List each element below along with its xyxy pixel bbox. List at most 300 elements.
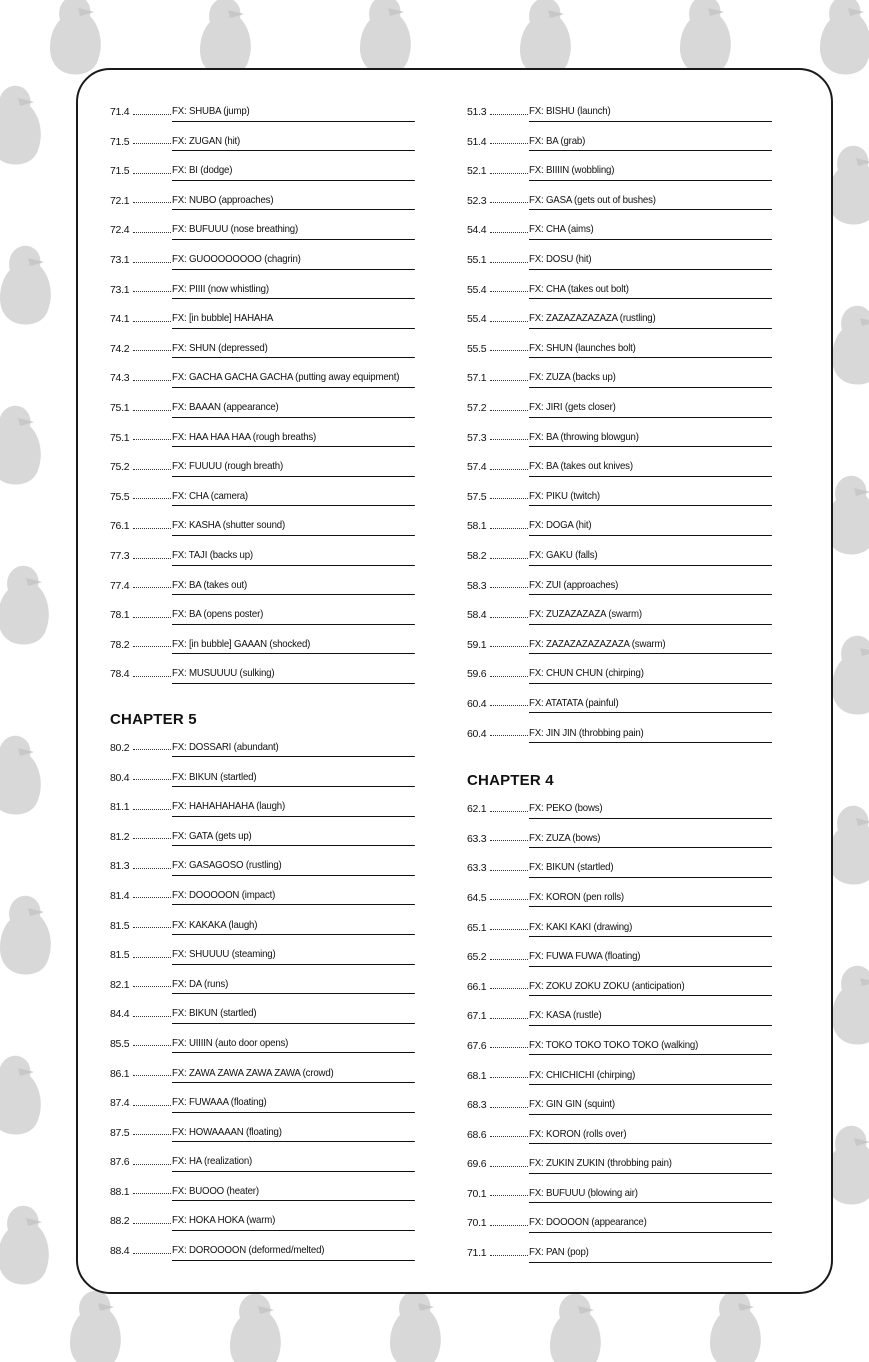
page-number: 51.4: [467, 135, 487, 148]
fx-entry: [467, 595, 793, 625]
fx-translation: FX: PIIII (now whistling): [172, 284, 415, 300]
page-number: 87.5: [110, 1126, 130, 1139]
page-number: 67.6: [467, 1039, 487, 1052]
leader-dots: [490, 1225, 528, 1226]
page-number: 58.1: [467, 520, 487, 533]
leader-dots: [133, 1045, 171, 1046]
leader-dots: [133, 202, 171, 203]
fx-translation: FX: BA (grab): [529, 136, 772, 152]
leader-dots: [133, 173, 171, 174]
leader-dots: [133, 262, 171, 263]
fx-entry: [110, 536, 436, 566]
fx-translation: FX: GASA (gets out of bushes): [529, 195, 772, 211]
fx-entry: [467, 1085, 793, 1115]
leader-dots: [133, 1164, 171, 1165]
page-number: 80.2: [110, 741, 130, 754]
fx-translation: FX: MUSUUUU (sulking): [172, 668, 415, 684]
fx-translation: FX: KAKAKA (laugh): [172, 920, 415, 936]
leader-dots: [490, 1195, 528, 1196]
leader-dots: [133, 1016, 171, 1017]
leader-dots: [133, 114, 171, 115]
leader-dots: [133, 410, 171, 411]
fx-translation: FX: FUWAAA (floating): [172, 1097, 415, 1113]
page-number: 68.1: [467, 1069, 487, 1082]
fx-entry: [467, 358, 793, 388]
page-number: 57.5: [467, 490, 487, 503]
page-number: 81.5: [110, 949, 130, 962]
leader-dots: [490, 587, 528, 588]
leader-dots: [490, 291, 528, 292]
leader-dots: [133, 749, 171, 750]
fx-entry: [110, 1053, 436, 1083]
page-number: 52.1: [467, 165, 487, 178]
fx-entry: [110, 935, 436, 965]
fx-translation: FX: ZUZAZAZAZA (swarm): [529, 609, 772, 625]
page-number: 55.1: [467, 254, 487, 267]
fx-translation: FX: BIIIIN (wobbling): [529, 165, 772, 181]
page-number: 59.6: [467, 668, 487, 681]
leader-dots: [133, 676, 171, 677]
page-number: 70.1: [467, 1187, 487, 1200]
fx-translation: FX: DOROOOON (deformed/melted): [172, 1245, 415, 1261]
page-number: 81.1: [110, 801, 130, 814]
leader-dots: [490, 410, 528, 411]
fx-entry: [467, 1055, 793, 1085]
page-number: 62.1: [467, 803, 487, 816]
fx-translation: FX: ZUGAN (hit): [172, 136, 415, 152]
leader-dots: [490, 558, 528, 559]
leader-dots: [490, 1077, 528, 1078]
fx-entry: [467, 92, 793, 122]
fx-translation: FX: BUOOO (heater): [172, 1186, 415, 1202]
fx-entry: [110, 1201, 436, 1231]
fx-entry: [110, 329, 436, 359]
page-number: 57.3: [467, 431, 487, 444]
leader-dots: [133, 897, 171, 898]
fx-translation: FX: GIN GIN (squint): [529, 1099, 772, 1115]
leader-dots: [490, 1255, 528, 1256]
fx-entry: [110, 965, 436, 995]
page-number: 59.1: [467, 638, 487, 651]
page-number: 71.5: [110, 165, 130, 178]
fx-translation: FX: DOSU (hit): [529, 254, 772, 270]
leader-dots: [490, 988, 528, 989]
fx-entry: [110, 477, 436, 507]
leader-dots: [490, 380, 528, 381]
leader-dots: [490, 498, 528, 499]
fx-translation: FX: BA (throwing blowgun): [529, 432, 772, 448]
leader-dots: [133, 779, 171, 780]
leader-dots: [133, 838, 171, 839]
leader-dots: [490, 1018, 528, 1019]
section-spacer: [110, 684, 436, 704]
page-number: 54.4: [467, 224, 487, 237]
page-number: 71.1: [467, 1247, 487, 1260]
fx-translation: FX: SHUN (depressed): [172, 343, 415, 359]
fx-translation: FX: UIIIIN (auto door opens): [172, 1038, 415, 1054]
fx-entry: [110, 625, 436, 655]
fx-entry: [467, 1115, 793, 1145]
fx-entry: [110, 728, 436, 758]
leader-dots: [133, 1223, 171, 1224]
page-number: 64.5: [467, 891, 487, 904]
page-number: 86.1: [110, 1067, 130, 1080]
fx-translation: FX: KAKI KAKI (drawing): [529, 922, 772, 938]
fx-entry: [467, 418, 793, 448]
page-number: 84.4: [110, 1008, 130, 1021]
page-number: 88.2: [110, 1215, 130, 1228]
leader-dots: [133, 439, 171, 440]
fx-translation: FX: ZOKU ZOKU ZOKU (anticipation): [529, 981, 772, 997]
page-number: 75.2: [110, 461, 130, 474]
fx-entry: [110, 358, 436, 388]
leader-dots: [133, 380, 171, 381]
fx-entry: [110, 240, 436, 270]
page-number: 63.3: [467, 832, 487, 845]
fx-translation: FX: CHUN CHUN (chirping): [529, 668, 772, 684]
page-number: 85.5: [110, 1037, 130, 1050]
page-number: 70.1: [467, 1217, 487, 1230]
page-number: 60.4: [467, 727, 487, 740]
fx-translation: FX: PIKU (twitch): [529, 491, 772, 507]
page-number: 76.1: [110, 520, 130, 533]
leader-dots: [490, 1166, 528, 1167]
fx-entry: [110, 654, 436, 684]
fx-entry: [110, 595, 436, 625]
fx-entry: [467, 1233, 793, 1263]
fx-translation: FX: [in bubble] HAHAHA: [172, 313, 415, 329]
page-number: 82.1: [110, 978, 130, 991]
page-number: 67.1: [467, 1010, 487, 1023]
page-number: 74.3: [110, 372, 130, 385]
fx-translation: FX: NUBO (approaches): [172, 195, 415, 211]
fx-entry: [467, 654, 793, 684]
page-number: 75.5: [110, 490, 130, 503]
leader-dots: [490, 321, 528, 322]
leader-dots: [490, 439, 528, 440]
fx-entry: [110, 876, 436, 906]
leader-dots: [133, 986, 171, 987]
fx-entry: [467, 878, 793, 908]
fx-translation: FX: HAA HAA HAA (rough breaths): [172, 432, 415, 448]
fx-translation: FX: SHUBA (jump): [172, 106, 415, 122]
fx-entry: [110, 447, 436, 477]
page-number: 55.5: [467, 342, 487, 355]
page-number: 81.5: [110, 919, 130, 932]
page-number: 78.1: [110, 609, 130, 622]
leader-dots: [133, 291, 171, 292]
fx-translation: FX: JIRI (gets closer): [529, 402, 772, 418]
leader-dots: [133, 558, 171, 559]
fx-entry: [467, 819, 793, 849]
section-spacer: [467, 743, 793, 765]
fx-entry: [467, 536, 793, 566]
page-number: 88.4: [110, 1245, 130, 1258]
leader-dots: [490, 528, 528, 529]
fx-entry: [467, 447, 793, 477]
fx-translation: FX: CHA (camera): [172, 491, 415, 507]
left-column: [110, 92, 436, 1261]
fx-translation: FX: CHA (aims): [529, 224, 772, 240]
leader-dots: [490, 232, 528, 233]
fx-entry: [110, 506, 436, 536]
leader-dots: [490, 173, 528, 174]
fx-translation: FX: ZAZAZAZAZAZAZA (swarm): [529, 639, 772, 655]
page-number: 60.4: [467, 697, 487, 710]
page-number: 77.4: [110, 579, 130, 592]
fx-translation: FX: TOKO TOKO TOKO TOKO (walking): [529, 1040, 772, 1056]
fx-entry: [467, 329, 793, 359]
page-number: 75.1: [110, 431, 130, 444]
page-number: 57.4: [467, 461, 487, 474]
fx-entry: [110, 418, 436, 448]
fx-entry: [110, 270, 436, 300]
fx-translation: FX: DA (runs): [172, 979, 415, 995]
fx-translation: FX: BA (takes out): [172, 580, 415, 596]
fx-translation: FX: FUUUU (rough breath): [172, 461, 415, 477]
fx-translation: FX: [in bubble] GAAAN (shocked): [172, 639, 415, 655]
fx-translation: FX: KASA (rustle): [529, 1010, 772, 1026]
fx-translation: FX: GACHA GACHA GACHA (putting away equipment): [172, 372, 415, 388]
page-number: 63.3: [467, 862, 487, 875]
fx-entry: [467, 684, 793, 714]
fx-translation: FX: DOGA (hit): [529, 520, 772, 536]
fx-entry: [110, 1024, 436, 1054]
page-number: 58.2: [467, 550, 487, 562]
page-number: 65.2: [467, 951, 487, 964]
leader-dots: [133, 350, 171, 351]
chapter-heading: CHAPTER 5: [110, 710, 197, 728]
fx-translation: FX: ZAWA ZAWA ZAWA ZAWA (crowd): [172, 1068, 415, 1084]
fx-entry: [110, 210, 436, 240]
fx-translation: FX: BIKUN (startled): [529, 862, 772, 878]
fx-entry: [467, 181, 793, 211]
fx-translation: FX: ZUZA (backs up): [529, 372, 772, 388]
page-number: 87.6: [110, 1156, 130, 1169]
leader-dots: [133, 498, 171, 499]
leader-dots: [490, 469, 528, 470]
fx-entry: [467, 1026, 793, 1056]
fx-translation: FX: FUWA FUWA (floating): [529, 951, 772, 967]
page-number: 69.6: [467, 1158, 487, 1171]
leader-dots: [133, 809, 171, 810]
fx-entry: [110, 92, 436, 122]
page-number: 58.3: [467, 579, 487, 592]
fx-translation: FX: PEKO (bows): [529, 803, 772, 819]
fx-entry: [110, 151, 436, 181]
leader-dots: [490, 350, 528, 351]
fx-translation: FX: BI (dodge): [172, 165, 415, 181]
fx-translation: FX: ZAZAZAZAZAZA (rustling): [529, 313, 772, 329]
page-number: 81.2: [110, 830, 130, 843]
leader-dots: [133, 232, 171, 233]
leader-dots: [490, 1107, 528, 1108]
leader-dots: [133, 1253, 171, 1254]
leader-dots: [133, 587, 171, 588]
fx-entry: [467, 210, 793, 240]
fx-entry: [110, 1231, 436, 1261]
fx-entry: [467, 625, 793, 655]
page-number: 80.4: [110, 771, 130, 784]
fx-entry: [467, 299, 793, 329]
fx-translation: FX: DOOOOON (impact): [172, 890, 415, 906]
fx-translation: FX: BAAAN (appearance): [172, 402, 415, 418]
fx-translation: FX: ZUI (approaches): [529, 580, 772, 596]
fx-translation: FX: KASHA (shutter sound): [172, 520, 415, 536]
fx-entry: [467, 967, 793, 997]
leader-dots: [133, 617, 171, 618]
page-number: 71.4: [110, 106, 130, 119]
fx-entry: [467, 1203, 793, 1233]
fx-translation: FX: CHICHICHI (chirping): [529, 1070, 772, 1086]
leader-dots: [490, 840, 528, 841]
fx-translation: FX: GAKU (falls): [529, 550, 772, 566]
page-number: 58.4: [467, 609, 487, 622]
fx-entry: [110, 846, 436, 876]
leader-dots: [133, 1193, 171, 1194]
fx-translation: FX: HOKA HOKA (warm): [172, 1215, 415, 1231]
fx-translation: FX: BA (opens poster): [172, 609, 415, 625]
fx-entry: [110, 566, 436, 596]
fx-entry: [467, 713, 793, 743]
page-number: 73.1: [110, 283, 130, 296]
leader-dots: [490, 114, 528, 115]
leader-dots: [133, 1134, 171, 1135]
fx-entry: [467, 848, 793, 878]
page-number: 52.3: [467, 194, 487, 207]
page-number: 57.1: [467, 372, 487, 385]
page-number: 66.1: [467, 980, 487, 993]
fx-entry: [110, 817, 436, 847]
fx-translation: FX: BUFUUU (blowing air): [529, 1188, 772, 1204]
fx-entry: [110, 994, 436, 1024]
chapter-heading: CHAPTER 4: [467, 772, 554, 790]
fx-entry: [467, 789, 793, 819]
leader-dots: [133, 927, 171, 928]
leader-dots: [133, 868, 171, 869]
leader-dots: [490, 899, 528, 900]
fx-translation: FX: KORON (rolls over): [529, 1129, 772, 1145]
fx-translation: FX: SHUUUU (steaming): [172, 949, 415, 965]
fx-entry: [110, 1142, 436, 1172]
leader-dots: [490, 929, 528, 930]
fx-translation: FX: HA (realization): [172, 1156, 415, 1172]
fx-translation: FX: PAN (pop): [529, 1247, 772, 1263]
fx-entry: [467, 566, 793, 596]
leader-dots: [490, 811, 528, 812]
fx-entry: [467, 270, 793, 300]
leader-dots: [490, 870, 528, 871]
fx-translation: FX: TAJI (backs up): [172, 550, 415, 566]
page-number: 72.4: [110, 224, 130, 237]
fx-entry: [467, 151, 793, 181]
fx-entry: [467, 388, 793, 418]
page-number: 88.1: [110, 1185, 130, 1198]
page-number: 72.1: [110, 194, 130, 207]
right-column: [467, 92, 793, 1263]
fx-entry: [467, 937, 793, 967]
leader-dots: [490, 676, 528, 677]
leader-dots: [133, 957, 171, 958]
leader-dots: [133, 143, 171, 144]
page-number: 78.2: [110, 638, 130, 651]
leader-dots: [133, 1075, 171, 1076]
page-number: 68.3: [467, 1099, 487, 1112]
leader-dots: [490, 1136, 528, 1137]
fx-entry: [110, 388, 436, 418]
fx-entry: [110, 181, 436, 211]
leader-dots: [490, 959, 528, 960]
leader-dots: [133, 469, 171, 470]
fx-entry: [110, 787, 436, 817]
page-number: 74.1: [110, 313, 130, 326]
fx-translation: FX: KORON (pen rolls): [529, 892, 772, 908]
fx-translation: FX: DOSSARI (abundant): [172, 742, 415, 758]
fx-translation: FX: ATATATA (painful): [529, 698, 772, 714]
fx-translation: FX: BISHU (launch): [529, 106, 772, 122]
fx-translation: FX: JIN JIN (throbbing pain): [529, 728, 772, 744]
page-number: 87.4: [110, 1097, 130, 1110]
fx-entry: [467, 1174, 793, 1204]
fx-entry: [110, 122, 436, 152]
fx-translation: FX: GATA (gets up): [172, 831, 415, 847]
fx-translation: FX: GASAGOSO (rustling): [172, 860, 415, 876]
page-number: 55.4: [467, 283, 487, 296]
leader-dots: [133, 321, 171, 322]
leader-dots: [133, 528, 171, 529]
page-number: 55.4: [467, 313, 487, 326]
leader-dots: [490, 1047, 528, 1048]
fx-translation: FX: HOWAAAAN (floating): [172, 1127, 415, 1143]
fx-translation: FX: BIKUN (startled): [172, 772, 415, 788]
leader-dots: [490, 202, 528, 203]
fx-entry: [110, 1113, 436, 1143]
fx-entry: [467, 240, 793, 270]
fx-translation: FX: BUFUUU (nose breathing): [172, 224, 415, 240]
page-number: 71.5: [110, 135, 130, 148]
leader-dots: [133, 646, 171, 647]
fx-entry: [467, 122, 793, 152]
page-number: 78.4: [110, 668, 130, 681]
fx-entry: [467, 506, 793, 536]
leader-dots: [490, 646, 528, 647]
page-number: 51.3: [467, 106, 487, 119]
fx-translation: FX: ZUKIN ZUKIN (throbbing pain): [529, 1158, 772, 1174]
fx-entry: [467, 996, 793, 1026]
fx-entry: [467, 907, 793, 937]
leader-dots: [490, 705, 528, 706]
page-number: 68.6: [467, 1128, 487, 1141]
fx-entry: [110, 757, 436, 787]
fx-translation: FX: BIKUN (startled): [172, 1008, 415, 1024]
fx-translation: FX: ZUZA (bows): [529, 833, 772, 849]
fx-entry: [110, 1083, 436, 1113]
page-number: 81.3: [110, 860, 130, 873]
leader-dots: [490, 617, 528, 618]
fx-translation: FX: GUOOOOOOOO (chagrin): [172, 254, 415, 270]
fx-translation: FX: CHA (takes out bolt): [529, 284, 772, 300]
fx-entry: [467, 1144, 793, 1174]
page-number: 74.2: [110, 342, 130, 355]
page-number: 65.1: [467, 921, 487, 934]
fx-entry: [110, 1172, 436, 1202]
page-number: 73.1: [110, 254, 130, 267]
page-number: 81.4: [110, 889, 130, 902]
fx-entry: [110, 905, 436, 935]
fx-translation: FX: BA (takes out knives): [529, 461, 772, 477]
page-number: 75.1: [110, 402, 130, 415]
page-number: 57.2: [467, 402, 487, 415]
